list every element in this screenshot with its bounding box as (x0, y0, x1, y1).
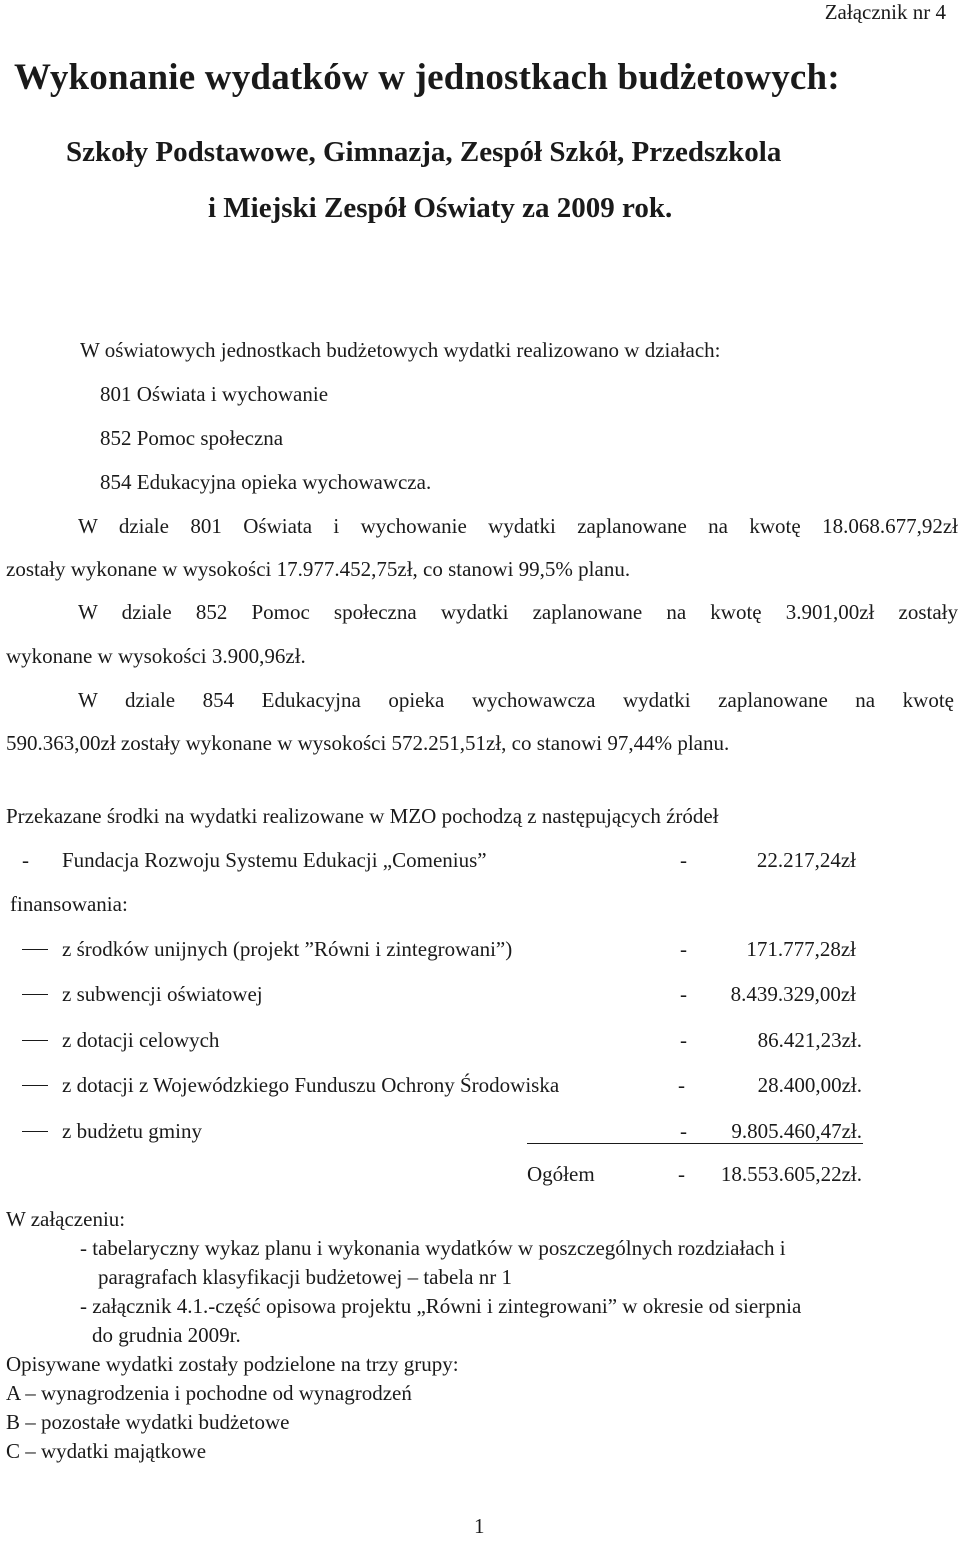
source-dash-icon (22, 1085, 48, 1086)
source-label: z dotacji z Wojewódzkiego Funduszu Ochrony Środowiska (62, 1073, 560, 1097)
total-label: Ogółem (527, 1162, 595, 1186)
comenius-bullet: - (22, 848, 29, 872)
source-label: z subwencji oświatowej (62, 982, 263, 1006)
p852-line-2: wykonane w wysokości 3.900,96zł. (6, 644, 306, 668)
group-b: B – pozostałe wydatki budżetowe (6, 1410, 290, 1434)
groups-intro: Opisywane wydatki zostały podzielone na trzy grupy: (6, 1352, 459, 1376)
comenius-amount: 22.217,24zł (756, 848, 856, 872)
page-number: 1 (474, 1514, 485, 1538)
intro-paragraph: W oświatowych jednostkach budżetowych wydatki realizowano w działach: (80, 338, 721, 362)
source-amount: 28.400,00zł. (757, 1073, 862, 1097)
source-label: z dotacji celowych (62, 1028, 220, 1052)
p852-line-1: W dziale 852 Pomoc społeczna wydatki zaplanowane na kwotę 3.901,00zł zostały (78, 600, 958, 624)
comenius-separator: - (680, 848, 687, 872)
source-amount: 8.439.329,00zł (730, 982, 856, 1006)
source-separator: - (680, 1119, 687, 1143)
total-separator: - (678, 1162, 685, 1186)
sum-underline (527, 1143, 863, 1144)
source-dash-icon (22, 1131, 48, 1132)
source-label: z środków unijnych (projekt ”Równi i zintegrowani”) (62, 937, 513, 961)
p801-line-1: W dziale 801 Oświata i wychowanie wydatki zaplanowane na kwotę 18.068.677,92zł (78, 514, 958, 538)
attachment-2-line-2: do grudnia 2009r. (92, 1323, 241, 1347)
attachment-1-line-2: paragrafach klasyfikacji budżetowej – tabela nr 1 (98, 1265, 512, 1289)
source-separator: - (678, 1073, 685, 1097)
annex-label: Załącznik nr 4 (824, 0, 946, 24)
p854-line-2: 590.363,00zł zostały wykonane w wysokości 572.251,51zł, co stanowi 97,44% planu. (6, 731, 730, 755)
source-separator: - (680, 1028, 687, 1052)
sources-intro: Przekazane środki na wydatki realizowane w MZO pochodzą z następujących źródeł (6, 804, 719, 828)
financing-label: finansowania: (10, 892, 128, 916)
source-separator: - (680, 937, 687, 961)
attachments-label: W załączeniu: (6, 1207, 126, 1231)
subtitle-line-2: i Miejski Zespół Oświaty za 2009 rok. (208, 192, 673, 224)
source-amount: 86.421,23zł. (757, 1028, 862, 1052)
source-amount: 171.777,28zł (746, 937, 856, 961)
attachment-2-line-1: - załącznik 4.1.-część opisowa projektu „Równi i zintegrowani” w okresie od sierpnia (80, 1294, 802, 1318)
department-852: 852 Pomoc społeczna (100, 426, 284, 450)
source-dash-icon (22, 949, 48, 950)
comenius-label: Fundacja Rozwoju Systemu Edukacji „Comenius” (62, 848, 487, 872)
source-amount: 9.805.460,47zł. (731, 1119, 862, 1143)
source-label: z budżetu gminy (62, 1119, 202, 1143)
subtitle-line-1: Szkoły Podstawowe, Gimnazja, Zespół Szkół, Przedszkola (66, 136, 782, 168)
source-separator: - (680, 982, 687, 1006)
p801-line-2: zostały wykonane w wysokości 17.977.452,75zł, co stanowi 99,5% planu. (6, 557, 631, 581)
source-dash-icon (22, 994, 48, 995)
group-a: A – wynagrodzenia i pochodne od wynagrodzeń (6, 1381, 412, 1405)
total-amount: 18.553.605,22zł. (720, 1162, 862, 1186)
group-c: C – wydatki majątkowe (6, 1439, 207, 1463)
attachment-1-line-1: - tabelaryczny wykaz planu i wykonania wydatków w poszczególnych rozdziałach i (80, 1236, 786, 1260)
department-854: 854 Edukacyjna opieka wychowawcza. (100, 470, 432, 494)
department-801: 801 Oświata i wychowanie (100, 382, 329, 406)
page-title: Wykonanie wydatków w jednostkach budżetowych: (14, 57, 840, 98)
p854-line-1: W dziale 854 Edukacyjna opieka wychowawcza wydatki zaplanowane na kwotę (78, 688, 954, 712)
source-dash-icon (22, 1040, 48, 1041)
